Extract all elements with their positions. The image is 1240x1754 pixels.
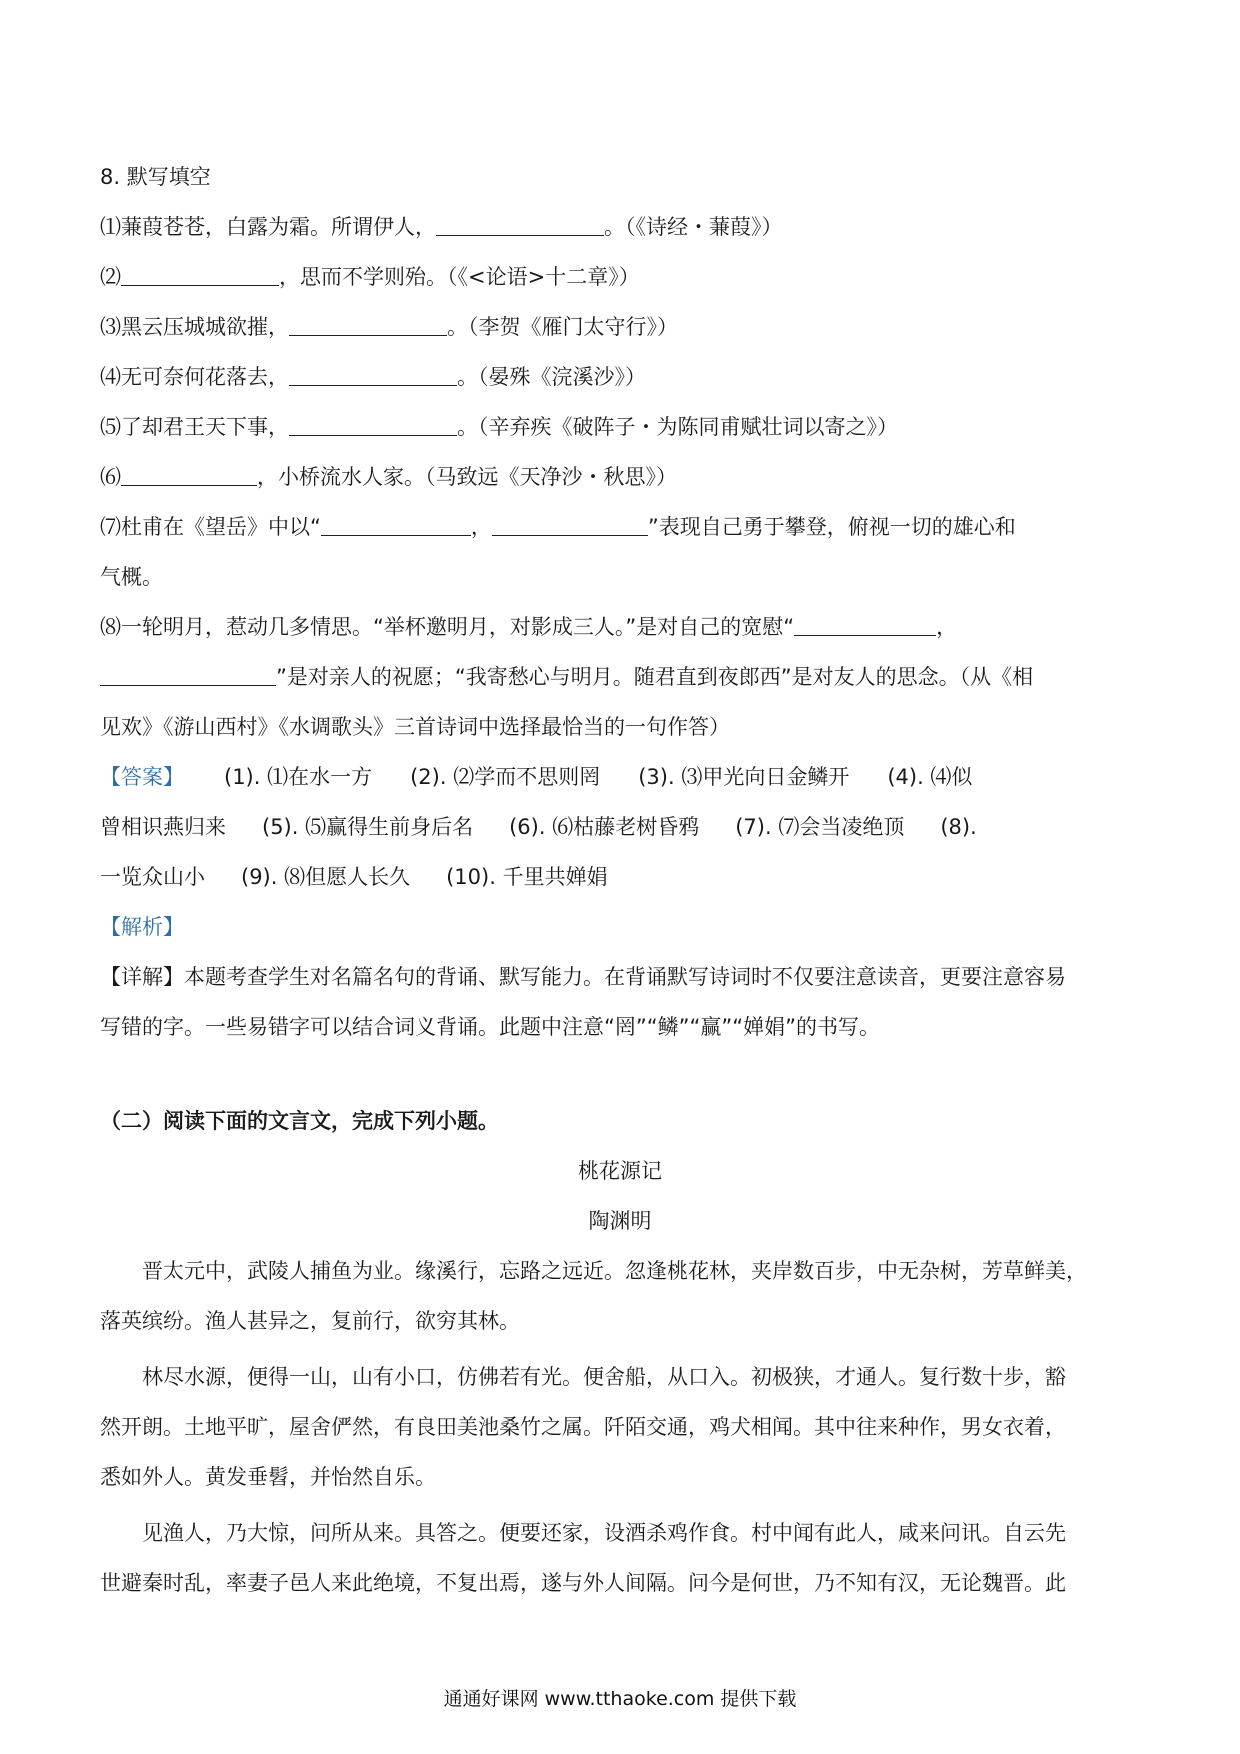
paragraph-1-line-2: 落英缤纷。渔人甚异之，复前行，欲穷其林。 (100, 1309, 520, 1333)
answer-blank[interactable] (289, 313, 447, 336)
poem-title: 桃花源记 (578, 1159, 662, 1183)
paragraph-3-line-1: 见渔人，乃大惊，问所从来。具答之。便要还家，设酒杀鸡作食。村中闻有此人，咸来问讯。自云先 (142, 1521, 1066, 1545)
paragraph-2-line-1: 林尽水源，便得一山，山有小口，仿佛若有光。便舍船，从口入。初极狭，才通人。复行数十步，豁 (142, 1365, 1066, 1389)
analysis-detail-1: 【详解】本题考查学生对名篇名句的背诵、默写能力。在背诵默写诗词时不仅要注意读音，更要注意容易 (100, 965, 1066, 989)
answer-blank[interactable] (492, 513, 648, 536)
fill-item-5: ⑸了却君王天下事， 。（辛弃疾《破阵子・为陈同甫赋壮词以寄之》） (100, 415, 898, 439)
fill-item-7: ⑺杜甫在《望岳》中以“ ， ”表现自己勇于攀登，俯视一切的雄心和 (100, 515, 1016, 539)
poem-author: 陶渊明 (588, 1209, 652, 1233)
paragraph-1-line-1: 晋太元中，武陵人捕鱼为业。缘溪行，忘路之远近。忽逢桃花林，夹岸数百步，中无杂树，芳草鲜美， (142, 1259, 1087, 1283)
fill-item-2: ⑵ ，思而不学则殆。（《<论语>十二章》） (100, 265, 640, 289)
paragraph-3-line-2: 世避秦时乱，率妻子邑人来此绝境，不复出焉，遂与外人间隔。问今是何世，乃不知有汉，无论魏晋。此 (100, 1571, 1066, 1595)
fill-item-7-cont: 气概。 (100, 565, 163, 589)
section-heading: （二）阅读下面的文言文，完成下列小题。 (100, 1109, 499, 1133)
answer-blank[interactable] (121, 263, 279, 286)
fill-item-6: ⑹ ，小桥流水人家。（马致远《天净沙・秋思》） (100, 465, 677, 489)
analysis-detail-2: 写错的字。一些易错字可以结合词义背诵。此题中注意“罔”“鳞”“赢”“婵娟”的书写。 (100, 1015, 881, 1039)
fill-item-1: ⑴蒹葭苍苍，白露为霜。所谓伊人， 。（《诗经・蒹葭》） (100, 215, 783, 239)
answer-line-2: 曾相识燕归来 (5). ⑸赢得生前身后名 (6). ⑹枯藤老树昏鸦 (7). ⑺会当凌绝顶 (8). (100, 815, 977, 839)
paragraph-2-line-2: 然开朗。土地平旷，屋舍俨然，有良田美池桑竹之属。阡陌交通，鸡犬相闻。其中往来种作，男女衣着， (100, 1415, 1066, 1439)
question-title: 8. 默写填空 (100, 165, 211, 189)
page-footer: 通通好课网 www.tthaoke.com 提供下载 (443, 1688, 797, 1710)
fill-item-8: ⑻一轮明月，惹动几多情思。“举杯邀明月，对影成三人。”是对自己的宽慰“ ， (100, 615, 958, 639)
answer-blank[interactable] (794, 613, 936, 636)
fill-item-8-cont2: 见欢》《游山西村》《水调歌头》三首诗词中选择最恰当的一句作答） (100, 715, 730, 739)
answer-line-3: 一览众山小 (9). ⑻但愿人长久 (10). 千里共婵娟 (100, 865, 608, 889)
answer-line-1: 【答案】 (1). ⑴在水一方 (2). ⑵学而不思则罔 (3). ⑶甲光向日金鳞开 (4). ⑷似 (100, 765, 973, 789)
fill-item-4: ⑷无可奈何花落去， 。（晏殊《浣溪沙》） (100, 365, 646, 389)
answer-blank[interactable] (289, 413, 457, 436)
answer-label: 【答案】 (100, 765, 184, 789)
fill-item-3: ⑶黑云压城城欲摧， 。（李贺《雁门太守行》） (100, 315, 678, 339)
fill-item-8-cont: ”是对亲人的祝愿；“我寄愁心与明月。随君直到夜郎西”是对友人的思念。（从《相 (100, 652, 1140, 702)
answer-blank[interactable] (100, 663, 276, 686)
answer-blank[interactable] (289, 363, 457, 386)
paragraph-2-line-3: 悉如外人。黄发垂髫，并怡然自乐。 (100, 1465, 436, 1489)
analysis-label: 【解析】 (100, 915, 184, 939)
content-area (100, 152, 1140, 1608)
answer-blank[interactable] (121, 463, 257, 486)
answer-blank[interactable] (436, 213, 604, 236)
answer-blank[interactable] (321, 513, 471, 536)
